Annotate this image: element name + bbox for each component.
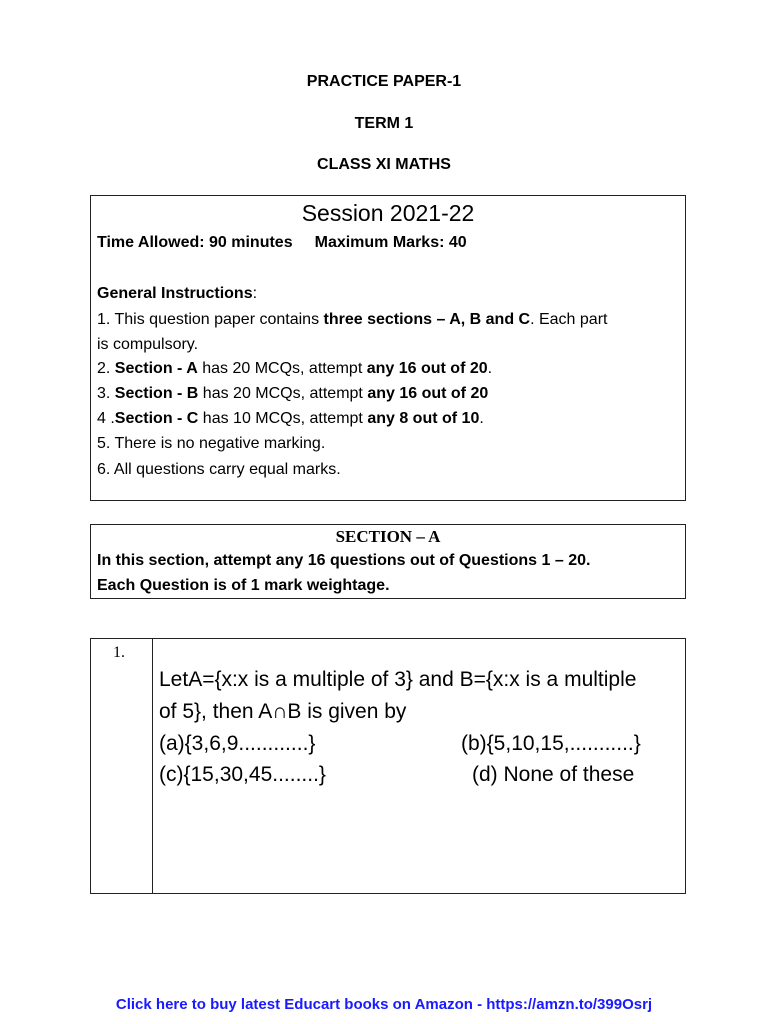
maximum-marks: Maximum Marks: 40 — [314, 234, 467, 251]
term-label: TERM 1 — [354, 115, 414, 132]
option-c: (c){15,30,45........} — [159, 763, 326, 786]
instruction-1-tail: . Each part — [530, 311, 608, 328]
instruction-6: 6. All questions carry equal marks. — [97, 461, 341, 478]
instruction-1-text: 1. This question paper contains — [97, 311, 324, 328]
instruction-5: 5. There is no negative marking. — [97, 435, 326, 452]
instruction-4-section: Section - C — [114, 410, 199, 427]
instruction-4-num: 4 . — [97, 410, 115, 427]
instruction-2-text: has 20 MCQs, attempt — [197, 360, 367, 377]
general-instructions-colon: : — [252, 285, 258, 302]
instruction-2 — [97, 360, 492, 378]
session-title: Session 2021-22 — [301, 200, 475, 226]
time-marks-line — [97, 234, 467, 252]
general-instructions-heading — [97, 285, 257, 303]
instruction-3-text: has 20 MCQs, attempt — [198, 385, 368, 402]
question-number-cell — [91, 639, 153, 893]
question-text-line-2: of 5}, then A∩B is given by — [159, 700, 407, 723]
instruction-4-period: . — [479, 410, 484, 427]
instruction-3 — [97, 385, 488, 403]
instruction-4 — [97, 410, 484, 428]
option-a: (a){3,6,9............} — [159, 732, 316, 755]
option-d: (d) None of these — [472, 763, 635, 786]
time-allowed: Time Allowed: 90 minutes — [97, 234, 293, 251]
paper-title: PRACTICE PAPER-1 — [306, 73, 462, 90]
question-number: 1. — [113, 644, 125, 661]
instructions-box — [90, 195, 686, 501]
instruction-3-num: 3. — [97, 385, 115, 402]
general-instructions-label: General Instructions — [97, 285, 253, 302]
amazon-promo-link[interactable]: Click here to buy latest Educart books on Amazon - https://amzn.to/399Osrj — [115, 996, 653, 1013]
instruction-1 — [97, 311, 607, 329]
instruction-4-text: has 10 MCQs, attempt — [198, 410, 368, 427]
instruction-2-section: Section - A — [114, 360, 198, 377]
section-a-title: SECTION – A — [335, 527, 441, 546]
instruction-2-num: 2. — [97, 360, 115, 377]
section-a-box — [90, 524, 686, 599]
instruction-2-count: any 16 out of 20 — [366, 360, 488, 377]
instruction-3-section: Section - B — [114, 385, 199, 402]
instruction-2-period: . — [487, 360, 493, 377]
class-label: CLASS XI MATHS — [317, 156, 451, 173]
section-a-description: In this section, attempt any 16 questions out of Questions 1 – 20. — [97, 552, 591, 569]
section-a-weightage: Each Question is of 1 mark weightage. — [97, 577, 390, 594]
instruction-4-count: any 8 out of 10 — [367, 410, 480, 427]
option-b: (b){5,10,15,...........} — [461, 732, 641, 755]
instruction-1-bold: three sections – A, B and C — [323, 311, 531, 328]
instruction-1-continued: is compulsory. — [97, 336, 199, 353]
instruction-3-count: any 16 out of 20 — [367, 385, 489, 402]
question-text-line-1: LetA={x:x is a multiple of 3} and B={x:x is a multiple — [159, 668, 637, 691]
question-1-table — [90, 638, 686, 894]
